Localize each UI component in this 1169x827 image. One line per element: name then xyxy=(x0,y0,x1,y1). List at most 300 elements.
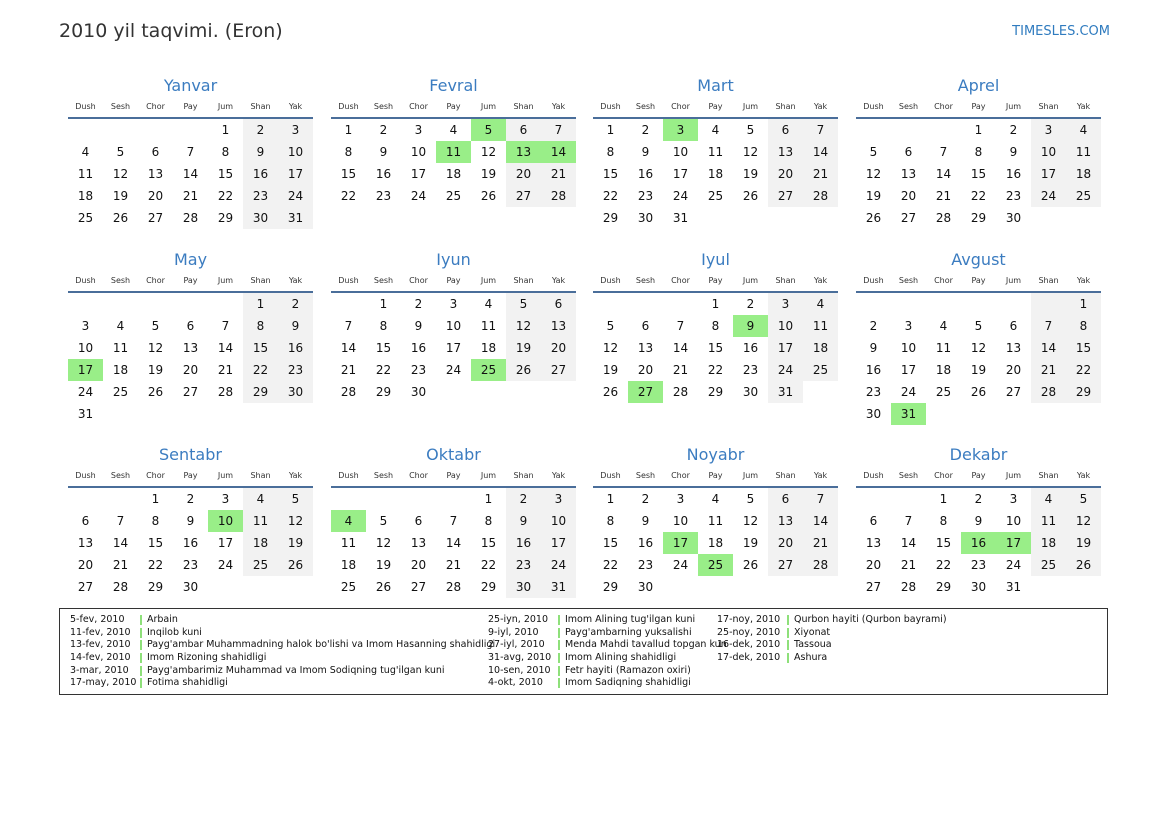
day-cell: 10 xyxy=(1005,514,1022,528)
holiday-marker xyxy=(140,628,142,638)
weekday-label: Pay xyxy=(708,471,723,480)
weekday-label: Dush xyxy=(863,276,884,285)
day-cell: 11 xyxy=(1031,510,1066,532)
legend-item xyxy=(488,627,727,640)
day-cell: 13 xyxy=(506,141,541,163)
day-cell: 23 xyxy=(278,359,313,381)
day-cell: 26 xyxy=(147,385,164,399)
day-cell: 30 xyxy=(865,407,882,421)
legend-item xyxy=(70,639,495,652)
day-cell: 26 xyxy=(970,385,987,399)
day-cell: 17 xyxy=(410,167,427,181)
day-cell: 15 xyxy=(1066,337,1101,359)
day-cell: 17 xyxy=(278,163,313,185)
day-cell: 8 xyxy=(379,319,388,333)
empty-cell xyxy=(698,207,733,229)
day-cell: 9 xyxy=(641,514,650,528)
day-cell: 16 xyxy=(410,341,427,355)
weekday-header xyxy=(331,97,576,119)
weekday-label: Dush xyxy=(338,102,359,111)
month-fevral xyxy=(331,75,576,207)
empty-cell xyxy=(1031,403,1066,425)
day-cell: 17 xyxy=(996,532,1031,554)
day-cell: 19 xyxy=(278,532,313,554)
weekday-header xyxy=(593,97,838,119)
site-link[interactable]: TIMESLES.COM xyxy=(1012,24,1110,39)
day-cell: 19 xyxy=(970,363,987,377)
weekday-label: Shan xyxy=(513,102,534,111)
day-cell: 19 xyxy=(480,167,497,181)
day-cell: 22 xyxy=(217,189,234,203)
day-cell: 25 xyxy=(471,359,506,381)
day-cell: 13 xyxy=(182,341,199,355)
month-name: Noyabr xyxy=(686,445,745,464)
day-cell: 28 xyxy=(935,211,952,225)
legend-date: 17-noy, 2010 xyxy=(717,614,781,625)
day-cell: 27 xyxy=(768,185,803,207)
weekday-header xyxy=(331,466,576,488)
day-cell: 21 xyxy=(935,189,952,203)
day-cell: 13 xyxy=(900,167,917,181)
legend-date: 16-dek, 2010 xyxy=(717,639,781,651)
day-cell: 17 xyxy=(663,532,698,554)
day-cell: 18 xyxy=(803,337,838,359)
weekday-label: Dush xyxy=(338,276,359,285)
empty-cell xyxy=(856,293,891,315)
day-cell: 4 xyxy=(803,293,838,315)
day-cell: 3 xyxy=(449,297,458,311)
day-cell: 6 xyxy=(186,319,195,333)
empty-cell xyxy=(996,293,1031,315)
day-cell: 29 xyxy=(375,385,392,399)
day-cell: 13 xyxy=(541,315,576,337)
day-cell: 10 xyxy=(672,514,689,528)
empty-cell xyxy=(278,576,313,598)
legend-item xyxy=(488,614,727,627)
weekday-label: Chor xyxy=(146,102,165,111)
day-cell: 17 xyxy=(672,167,689,181)
legend-item xyxy=(717,614,947,627)
empty-cell xyxy=(506,381,541,403)
weekday-header xyxy=(68,466,313,488)
day-cell: 24 xyxy=(278,185,313,207)
day-cell: 11 xyxy=(803,315,838,337)
day-cell: 12 xyxy=(480,145,497,159)
legend-date: 25-noy, 2010 xyxy=(717,626,781,638)
day-cell: 6 xyxy=(641,319,650,333)
holiday-marker xyxy=(558,653,560,663)
month-may xyxy=(68,249,313,425)
day-cell: 30 xyxy=(506,576,541,598)
month-avgust xyxy=(856,249,1101,425)
empty-cell xyxy=(436,488,471,510)
legend-holiday-name: Fotima shahidligi xyxy=(147,677,228,689)
day-cell: 25 xyxy=(803,359,838,381)
day-cell: 22 xyxy=(970,189,987,203)
day-cell: 10 xyxy=(410,145,427,159)
day-cell: 12 xyxy=(742,514,759,528)
day-cell: 1 xyxy=(939,492,948,506)
day-cell: 16 xyxy=(865,363,882,377)
empty-cell xyxy=(891,488,926,510)
page-title: 2010 yil taqvimi. (Eron) xyxy=(59,20,283,42)
day-cell: 22 xyxy=(1066,359,1101,381)
day-cell: 21 xyxy=(900,558,917,572)
weekday-label: Dush xyxy=(75,276,96,285)
legend-date: 13-fev, 2010 xyxy=(70,639,131,651)
day-cell: 22 xyxy=(147,558,164,572)
day-cell: 10 xyxy=(900,341,917,355)
day-cell: 19 xyxy=(742,536,759,550)
day-cell: 8 xyxy=(243,315,278,337)
weekday-label: Jum xyxy=(742,471,759,480)
day-cell: 26 xyxy=(112,211,129,225)
day-cell: 16 xyxy=(375,167,392,181)
day-cell: 21 xyxy=(445,558,462,572)
day-cell: 21 xyxy=(672,363,689,377)
day-cell: 6 xyxy=(506,119,541,141)
empty-cell xyxy=(803,381,838,403)
day-cell: 5 xyxy=(1066,488,1101,510)
day-cell: 8 xyxy=(344,145,353,159)
day-cell: 17 xyxy=(1031,163,1066,185)
day-cell: 14 xyxy=(935,167,952,181)
day-cell: 17 xyxy=(541,532,576,554)
weekday-label: Jum xyxy=(217,102,234,111)
day-cell: 4 xyxy=(116,319,125,333)
day-cell: 26 xyxy=(375,580,392,594)
day-cell: 11 xyxy=(77,167,94,181)
empty-cell xyxy=(996,403,1031,425)
empty-cell xyxy=(803,576,838,598)
day-cell: 18 xyxy=(707,536,724,550)
day-cell: 21 xyxy=(217,363,234,377)
day-cell: 20 xyxy=(506,163,541,185)
weekday-label: Yak xyxy=(813,471,828,480)
weekday-label: Chor xyxy=(146,276,165,285)
day-cell: 13 xyxy=(637,341,654,355)
month-name: Iyul xyxy=(701,250,730,269)
weekday-label: Sesh xyxy=(373,102,394,111)
weekday-label: Pay xyxy=(446,102,461,111)
day-cell: 12 xyxy=(970,341,987,355)
day-cell: 15 xyxy=(340,167,357,181)
empty-cell xyxy=(208,576,243,598)
legend-item xyxy=(70,627,495,640)
day-cell: 2 xyxy=(869,319,878,333)
weekday-label: Yak xyxy=(288,276,303,285)
day-cell: 18 xyxy=(1031,532,1066,554)
day-cell: 17 xyxy=(768,337,803,359)
empty-cell xyxy=(243,576,278,598)
empty-cell xyxy=(926,293,961,315)
day-cell: 20 xyxy=(147,189,164,203)
weekday-label: Jum xyxy=(1005,102,1022,111)
empty-cell xyxy=(1031,576,1066,598)
empty-cell xyxy=(1066,207,1101,229)
empty-cell xyxy=(471,381,506,403)
empty-cell xyxy=(103,403,138,425)
day-cell: 12 xyxy=(602,341,619,355)
empty-cell xyxy=(663,293,698,315)
day-grid xyxy=(331,119,576,207)
legend-item xyxy=(70,614,495,627)
empty-cell xyxy=(768,576,803,598)
empty-cell xyxy=(138,293,173,315)
day-cell: 23 xyxy=(375,189,392,203)
weekday-label: Jum xyxy=(217,276,234,285)
day-cell: 30 xyxy=(243,207,278,229)
weekday-label: Shan xyxy=(775,276,796,285)
day-cell: 27 xyxy=(182,385,199,399)
legend-holiday-name: Fetr hayiti (Ramazon oxiri) xyxy=(565,664,691,676)
day-cell: 1 xyxy=(344,123,353,137)
weekday-label: Jum xyxy=(217,471,234,480)
day-cell: 31 xyxy=(768,381,803,403)
day-cell: 19 xyxy=(865,189,882,203)
day-cell: 26 xyxy=(742,189,759,203)
legend-holiday-name: Payg'ambarimiz Muhammad va Imom Sodiqning tug'ilgan kuni xyxy=(147,664,445,676)
day-cell: 2 xyxy=(641,123,650,137)
day-cell: 4 xyxy=(1031,488,1066,510)
day-cell: 29 xyxy=(243,381,278,403)
day-cell: 25 xyxy=(698,554,733,576)
day-cell: 9 xyxy=(869,341,878,355)
day-cell: 5 xyxy=(974,319,983,333)
day-cell: 21 xyxy=(340,363,357,377)
day-cell: 23 xyxy=(970,558,987,572)
day-cell: 14 xyxy=(340,341,357,355)
legend-item xyxy=(488,652,727,665)
holiday-marker xyxy=(140,615,142,625)
day-cell: 6 xyxy=(1009,319,1018,333)
day-cell: 30 xyxy=(182,580,199,594)
weekday-label: Shan xyxy=(250,471,271,480)
weekday-label: Dush xyxy=(600,102,621,111)
holiday-marker xyxy=(140,678,142,688)
holiday-marker xyxy=(140,640,142,650)
month-name: Dekabr xyxy=(949,445,1008,464)
day-cell: 10 xyxy=(445,319,462,333)
day-cell: 12 xyxy=(742,145,759,159)
day-cell: 3 xyxy=(81,319,90,333)
weekday-label: Jum xyxy=(480,102,497,111)
day-cell: 14 xyxy=(541,141,576,163)
day-cell: 20 xyxy=(77,558,94,572)
day-cell: 21 xyxy=(541,163,576,185)
day-cell: 26 xyxy=(602,385,619,399)
day-cell: 18 xyxy=(707,167,724,181)
day-cell: 28 xyxy=(340,385,357,399)
weekday-label: Dush xyxy=(75,102,96,111)
day-cell: 8 xyxy=(939,514,948,528)
month-sentabr xyxy=(68,444,313,598)
day-cell: 18 xyxy=(480,341,497,355)
empty-cell xyxy=(926,403,961,425)
day-cell: 31 xyxy=(891,403,926,425)
weekday-label: Yak xyxy=(813,276,828,285)
day-cell: 29 xyxy=(602,211,619,225)
day-cell: 16 xyxy=(506,532,541,554)
day-cell: 5 xyxy=(746,492,755,506)
day-cell: 8 xyxy=(974,145,983,159)
holiday-marker xyxy=(558,640,560,650)
weekday-label: Jum xyxy=(480,471,497,480)
day-cell: 7 xyxy=(449,514,458,528)
day-cell: 24 xyxy=(1031,185,1066,207)
weekday-label: Sesh xyxy=(635,102,656,111)
day-cell: 9 xyxy=(379,145,388,159)
day-grid xyxy=(68,293,313,425)
legend-item xyxy=(717,652,947,665)
day-cell: 21 xyxy=(112,558,129,572)
holiday-marker xyxy=(787,615,789,625)
day-cell: 15 xyxy=(243,337,278,359)
day-cell: 12 xyxy=(375,536,392,550)
day-cell: 6 xyxy=(904,145,913,159)
month-yanvar xyxy=(68,75,313,229)
day-cell: 27 xyxy=(147,211,164,225)
day-cell: 29 xyxy=(970,211,987,225)
month-name: Avgust xyxy=(951,250,1006,269)
day-cell: 11 xyxy=(436,141,471,163)
day-cell: 25 xyxy=(935,385,952,399)
weekday-label: Dush xyxy=(600,471,621,480)
day-cell: 27 xyxy=(900,211,917,225)
holiday-legend xyxy=(59,608,1108,695)
day-cell: 31 xyxy=(672,211,689,225)
holiday-marker xyxy=(787,653,789,663)
day-cell: 25 xyxy=(112,385,129,399)
day-cell: 12 xyxy=(506,315,541,337)
day-cell: 16 xyxy=(637,536,654,550)
day-cell: 3 xyxy=(541,488,576,510)
day-cell: 10 xyxy=(541,510,576,532)
day-cell: 19 xyxy=(742,167,759,181)
day-cell: 22 xyxy=(480,558,497,572)
weekday-label: Sesh xyxy=(110,276,131,285)
holiday-marker xyxy=(140,666,142,676)
day-cell: 4 xyxy=(331,510,366,532)
legend-holiday-name: Xiyonat xyxy=(794,626,831,638)
weekday-label: Shan xyxy=(775,102,796,111)
day-cell: 20 xyxy=(865,558,882,572)
day-cell: 15 xyxy=(935,536,952,550)
day-cell: 31 xyxy=(77,407,94,421)
weekday-header xyxy=(856,466,1101,488)
day-cell: 21 xyxy=(1031,359,1066,381)
day-grid xyxy=(331,488,576,598)
day-cell: 7 xyxy=(803,119,838,141)
day-cell: 3 xyxy=(221,492,230,506)
day-cell: 24 xyxy=(672,189,689,203)
empty-cell xyxy=(733,576,768,598)
day-cell: 20 xyxy=(768,532,803,554)
legend-holiday-name: Ashura xyxy=(794,652,828,664)
weekday-header xyxy=(68,271,313,293)
day-cell: 1 xyxy=(484,492,493,506)
empty-cell xyxy=(1031,207,1066,229)
weekday-label: Pay xyxy=(708,102,723,111)
empty-cell xyxy=(1066,576,1101,598)
day-cell: 5 xyxy=(869,145,878,159)
day-cell: 14 xyxy=(112,536,129,550)
day-cell: 7 xyxy=(1031,315,1066,337)
day-cell: 17 xyxy=(445,341,462,355)
day-cell: 19 xyxy=(112,189,129,203)
day-cell: 11 xyxy=(1066,141,1101,163)
day-cell: 11 xyxy=(243,510,278,532)
day-cell: 8 xyxy=(221,145,230,159)
day-cell: 22 xyxy=(707,363,724,377)
weekday-label: Dush xyxy=(863,102,884,111)
legend-item xyxy=(70,652,495,665)
weekday-label: Dush xyxy=(863,471,884,480)
day-cell: 14 xyxy=(900,536,917,550)
day-cell: 18 xyxy=(340,558,357,572)
day-cell: 28 xyxy=(1031,381,1066,403)
day-cell: 2 xyxy=(746,297,755,311)
legend-date: 9-iyl, 2010 xyxy=(488,626,539,638)
legend-holiday-name: Imom Sadiqning shahidligi xyxy=(565,677,691,689)
empty-cell xyxy=(1031,293,1066,315)
day-cell: 30 xyxy=(278,381,313,403)
day-cell: 19 xyxy=(375,558,392,572)
weekday-label: Chor xyxy=(409,102,428,111)
legend-holiday-name: Imom Alining shahidligi xyxy=(565,652,677,664)
holiday-marker xyxy=(787,640,789,650)
empty-cell xyxy=(401,488,436,510)
day-cell: 12 xyxy=(865,167,882,181)
empty-cell xyxy=(891,119,926,141)
day-cell: 9 xyxy=(506,510,541,532)
day-cell: 7 xyxy=(676,319,685,333)
day-cell: 15 xyxy=(970,167,987,181)
day-cell: 28 xyxy=(672,385,689,399)
day-cell: 15 xyxy=(217,167,234,181)
day-cell: 11 xyxy=(707,514,724,528)
legend-holiday-name: Imom Rizoning shahidligi xyxy=(147,652,267,664)
legend-date: 17-dek, 2010 xyxy=(717,652,781,664)
holiday-marker xyxy=(787,628,789,638)
empty-cell xyxy=(366,488,401,510)
weekday-label: Sesh xyxy=(373,276,394,285)
empty-cell xyxy=(961,293,996,315)
day-cell: 11 xyxy=(340,536,357,550)
day-cell: 27 xyxy=(768,554,803,576)
day-cell: 25 xyxy=(77,211,94,225)
day-cell: 8 xyxy=(606,145,615,159)
weekday-label: Yak xyxy=(1076,276,1091,285)
weekday-label: Yak xyxy=(288,102,303,111)
day-cell: 20 xyxy=(637,363,654,377)
empty-cell xyxy=(138,403,173,425)
holiday-marker xyxy=(558,666,560,676)
day-cell: 30 xyxy=(742,385,759,399)
legend-item xyxy=(717,639,947,652)
day-cell: 3 xyxy=(663,119,698,141)
weekday-header xyxy=(856,271,1101,293)
day-cell: 28 xyxy=(112,580,129,594)
day-cell: 5 xyxy=(116,145,125,159)
month-aprel xyxy=(856,75,1101,229)
day-cell: 14 xyxy=(217,341,234,355)
weekday-label: Yak xyxy=(1076,471,1091,480)
legend-date: 27-iyl, 2010 xyxy=(488,639,545,651)
day-cell: 26 xyxy=(865,211,882,225)
holiday-marker xyxy=(558,628,560,638)
empty-cell xyxy=(961,403,996,425)
